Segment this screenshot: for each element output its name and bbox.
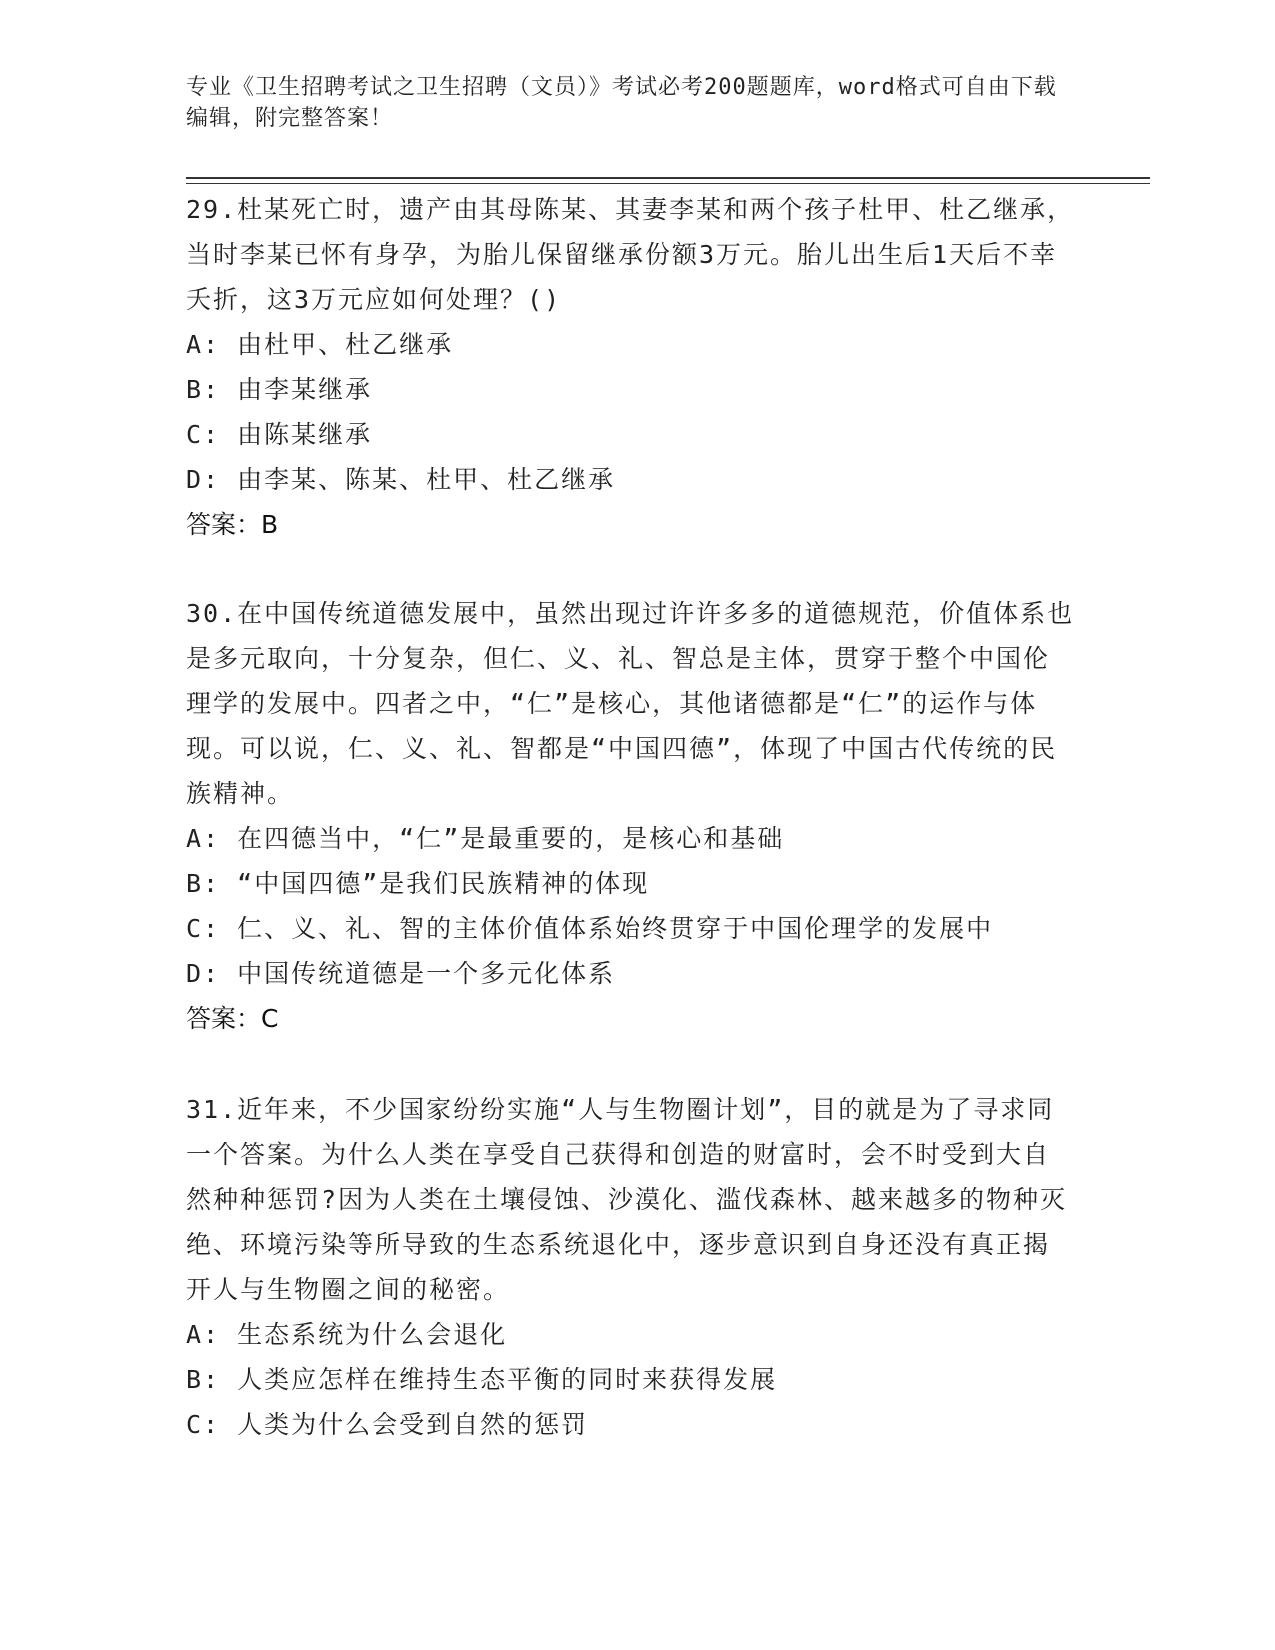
question-29 — [186, 187, 1076, 547]
question-stem: 31.近年来，不少国家纷纷实施“人与生物圈计划”，目的就是为了寻求同一个答案。为什么人类在享受自己获得和创造的财富时，会不时受到大自然种种惩罚?因为人类在土壤侵蚀、沙漠化、滥伐森林、越来越多的物种灭绝、环境污染等所导致的生态系统退化中，逐步意识到自身还没有真正揭开人与生物圈之间的秘密。 — [186, 1095, 1068, 1304]
answer: 答案：C — [186, 1004, 279, 1033]
option-c: C: 仁、义、礼、智的主体价值体系始终贯穿于中国伦理学的发展中 — [186, 914, 994, 943]
answer: 答案：B — [186, 510, 279, 539]
question-stem: 29.杜某死亡时，遗产由其母陈某、其妻李某和两个孩子杜甲、杜乙继承，当时李某已怀有身孕，为胎儿保留继承份额3万元。胎儿出生后1天后不幸夭折，这3万元应如何处理？() — [186, 195, 1075, 314]
document-header: 专业《卫生招聘考试之卫生招聘（文员）》考试必考200题题库，word格式可自由下载编辑，附完整答案！ — [186, 75, 1057, 131]
option-c: C: 人类为什么会受到自然的惩罚 — [186, 1410, 589, 1439]
option-d: D: 由李某、陈某、杜甲、杜乙继承 — [186, 465, 616, 494]
question-stem: 30.在中国传统道德发展中，虽然出现过许许多多的道德规范，价值体系也是多元取向，十分复杂，但仁、义、礼、智总是主体，贯穿于整个中国伦理学的发展中。四者之中，“仁”是核心，其他诸德都是“仁”的运作与体现。可以说，仁、义、礼、智都是“中国四德”，体现了中国古代传统的民族精神。 — [186, 599, 1075, 808]
option-b: B: “中国四德”是我们民族精神的体现 — [186, 869, 650, 898]
option-b: B: 由李某继承 — [186, 375, 373, 404]
option-d: D: 中国传统道德是一个多元化体系 — [186, 959, 616, 988]
option-c: C: 由陈某继承 — [186, 420, 373, 449]
option-a: A: 由杜甲、杜乙继承 — [186, 330, 454, 359]
question-30 — [186, 591, 1076, 1041]
option-a: A: 在四德当中，“仁”是最重要的，是核心和基础 — [186, 824, 785, 853]
option-b: B: 人类应怎样在维持生态平衡的同时来获得发展 — [186, 1365, 778, 1394]
header-divider-thin — [186, 183, 1150, 184]
question-31 — [186, 1087, 1076, 1447]
option-a: A: 生态系统为什么会退化 — [186, 1320, 508, 1349]
header-divider-thick — [186, 177, 1150, 179]
